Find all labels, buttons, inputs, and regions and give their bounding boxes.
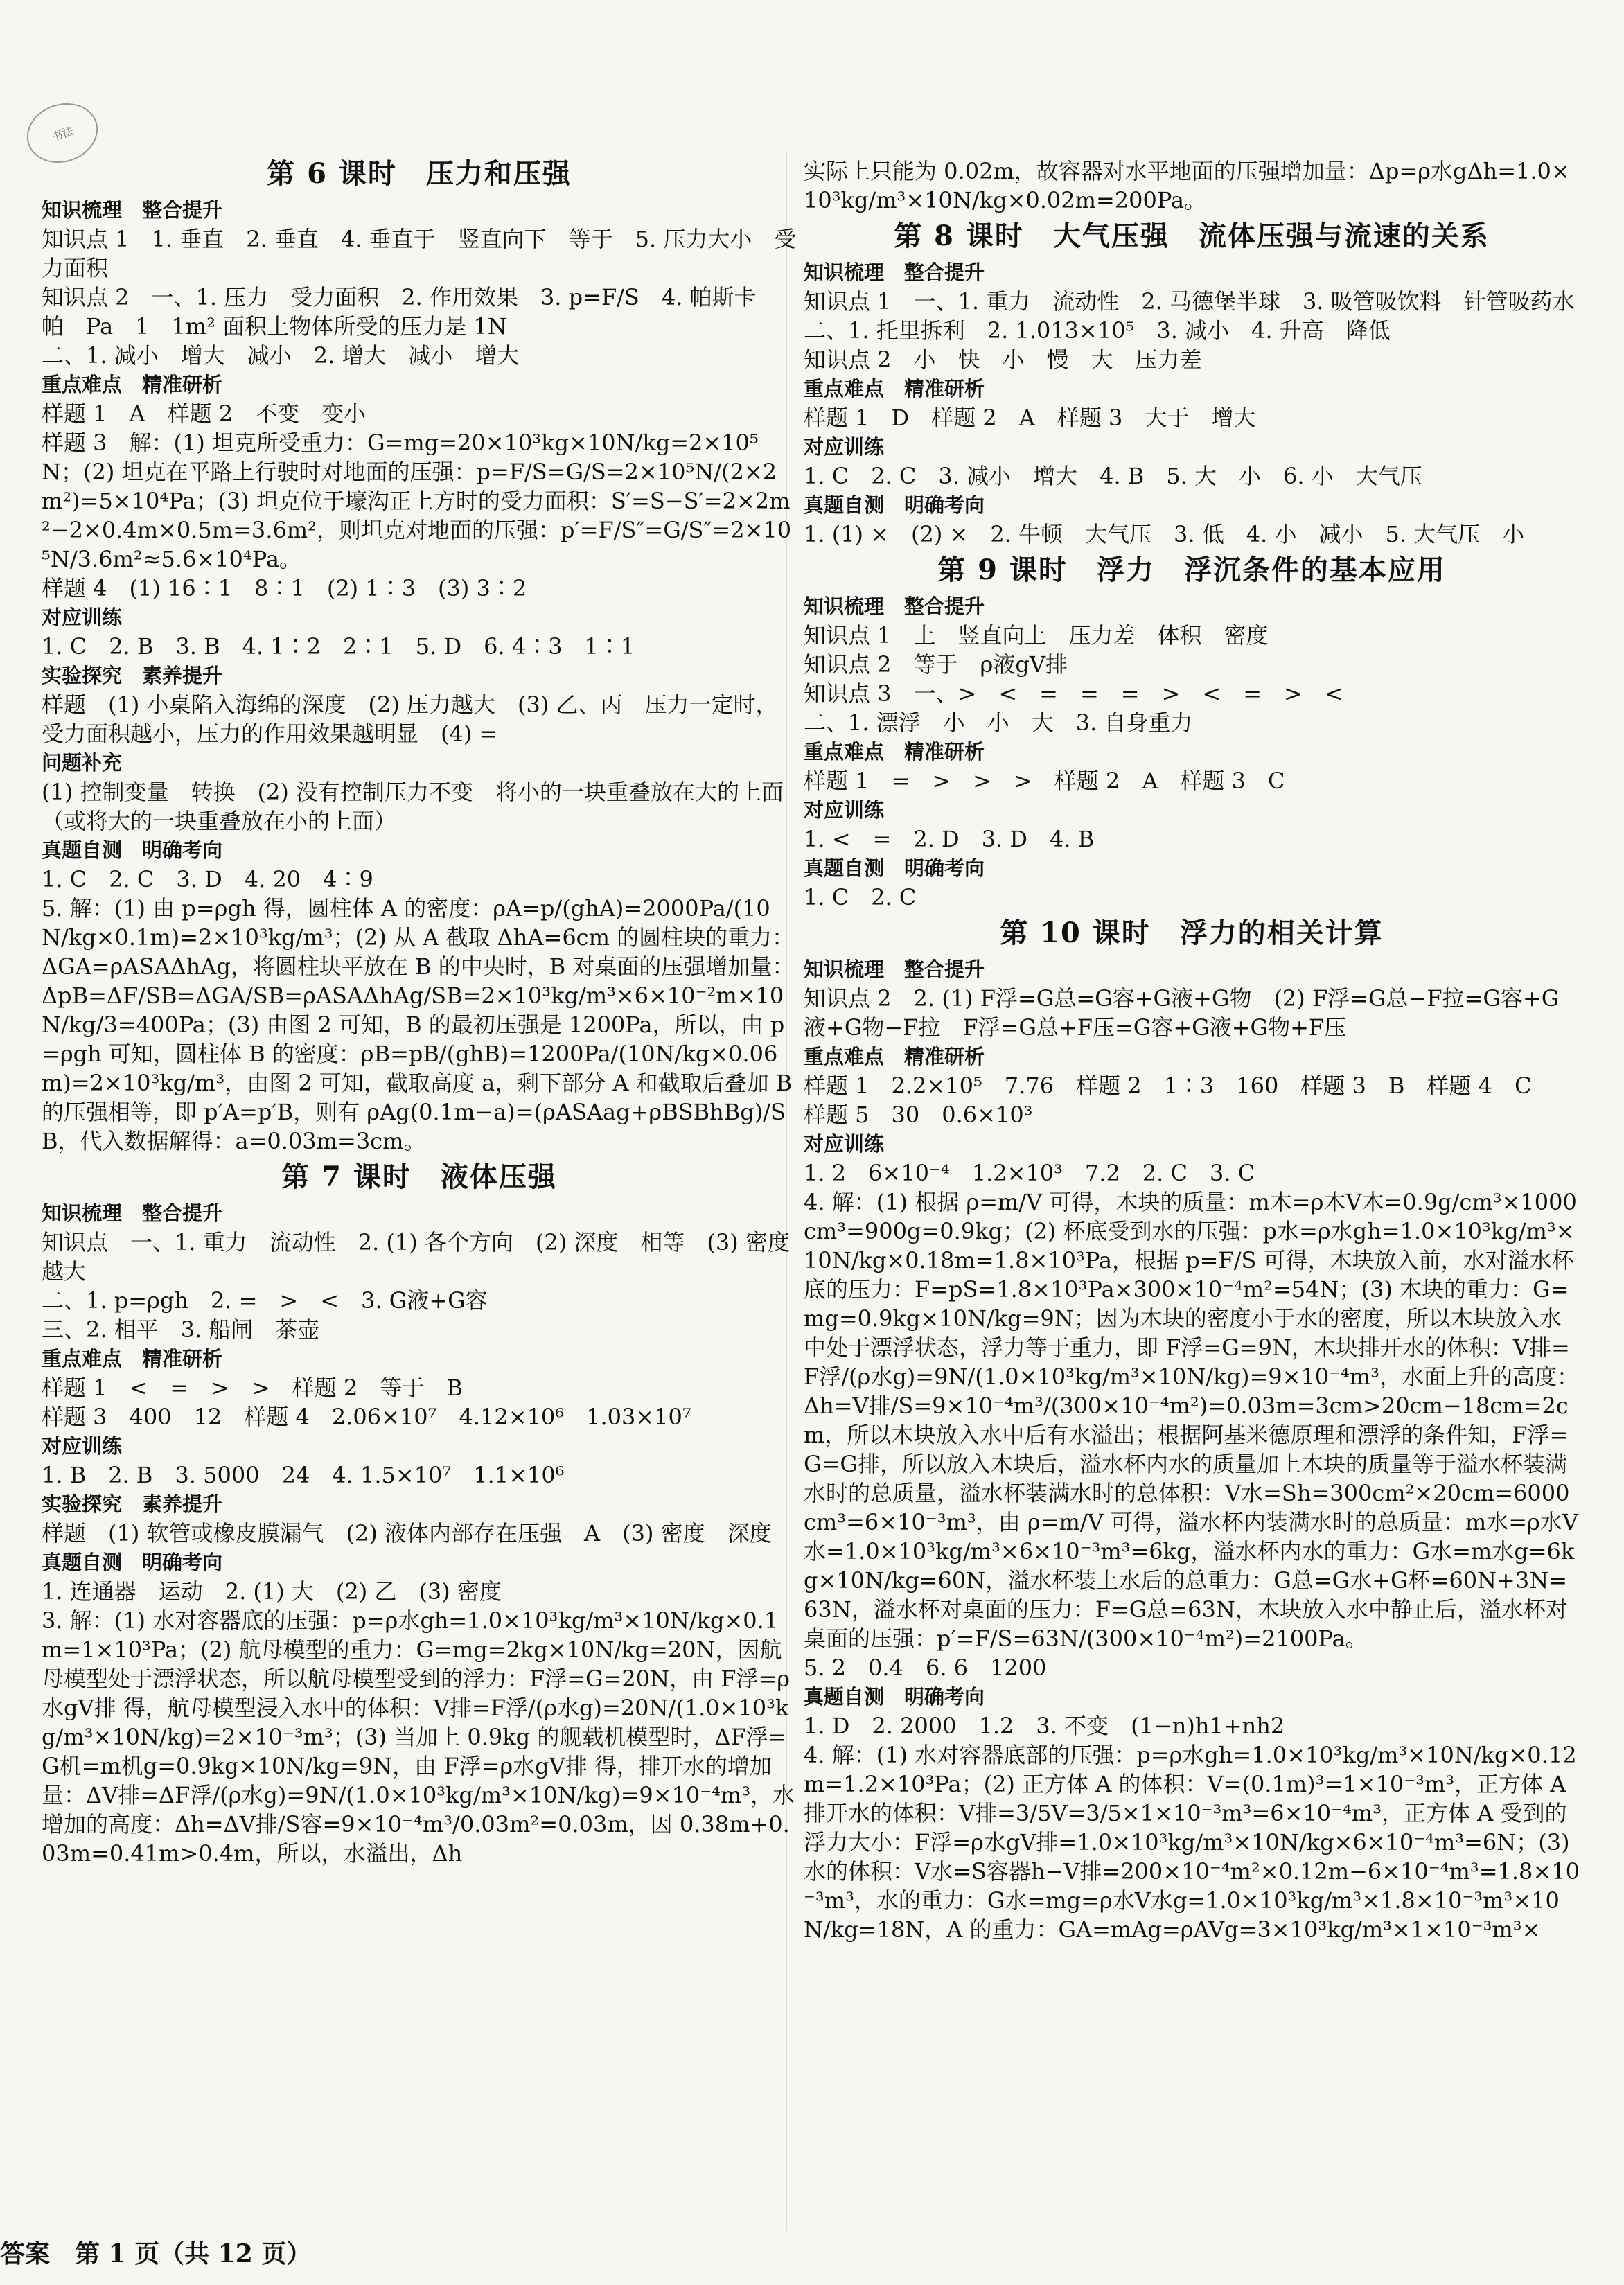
answer-line: 样题 1 2.2×10⁵ 7.76 样题 2 1∶3 160 样题 3 B 样题 4 C [804, 1073, 1532, 1099]
section-heading: 对应训练 [804, 1132, 885, 1156]
answer-line: (1) 控制变量 转换 (2) 没有控制压力不变 将小的一块重叠放在大的上面（或将大的一块重叠放在小的上面） [42, 779, 784, 834]
answer-line: 4. 解：(1) 水对容器底部的压强：p=ρ水gh=1.0×10³kg/m³×10N/kg×0.12m=1.2×10³Pa；(2) 正方体 A 的体积：V=(0.1m)³=1×10⁻³m³，正方体 A 排开水的体积：V排=3/5V=3/5×1×10⁻³m³=6×10⁻⁴m³，正方体 A 受到的浮力大小：F浮=ρ水gV排=1.0×10³kg/m³×10N/kg×6×10⁻⁴m³=6N；(3) 水的体积：V水=S容器h−V排=200×10⁻⁴m²×0.12m−6×10⁻⁴m³=1.8×10⁻³m³，水的重力：G水=mg=ρ水V水g=1.0×10³kg/m³×1.8×10⁻³m³×10N/kg=18N，A 的重力：GA=mAg=ρAVg=3×10³kg/m³×1×10⁻³m³× [804, 1742, 1580, 1943]
section-heading: 真题自测 明确考向 [804, 856, 985, 880]
lesson10-title: 第 10 课时 浮力的相关计算 [1000, 917, 1384, 949]
answer-line: 1. < = 2. D 3. D 4. B [804, 826, 1095, 852]
answer-line: 样题 4 (1) 16∶1 8∶1 (2) 1∶3 (3) 3∶2 [42, 575, 527, 601]
continued-text: 实际上只能为 0.02m，故容器对水平地面的压强增加量：Δp=ρ水gΔh=1.0×10³kg/m³×10N/kg×0.02m=200Pa。 [804, 158, 1570, 213]
lesson6-title: 第 6 课时 压力和压强 [267, 157, 572, 190]
answer-line: 1. 连通器 运动 2. (1) 大 (2) 乙 (3) 密度 [42, 1578, 502, 1605]
answer-line: 1. B 2. B 3. 5000 24 4. 1.5×10⁷ 1.1×10⁶ [42, 1462, 565, 1488]
section-heading: 对应训练 [42, 606, 123, 629]
answer-line: 样题 1 = > > > 样题 2 A 样题 3 C [804, 768, 1285, 794]
section-heading: 实验探究 素养提升 [42, 1492, 223, 1516]
answer-line: 知识点 1 上 竖直向上 压力差 体积 密度 [804, 622, 1269, 649]
section-heading: 实验探究 素养提升 [42, 664, 223, 687]
lesson10-body [804, 955, 1580, 1944]
section-heading: 重点难点 精准研析 [42, 373, 223, 396]
answer-line: 样题 (1) 小桌陷入海绵的深度 (2) 压力越大 (3) 乙、丙 压力一定时，受力面积越小，压力的作用效果越明显 (4) = [42, 691, 778, 747]
section-heading: 问题补充 [42, 751, 123, 775]
section-heading: 重点难点 精准研析 [804, 377, 985, 400]
section-heading: 知识梳理 整合提升 [804, 958, 985, 981]
answer-line: 样题 3 解：(1) 坦克所受重力：G=mg=20×10³kg×10N/kg=2×10⁵N；(2) 坦克在平路上行驶时对地面的压强：p=F/S=G/S=2×10⁵N/(2×2m²)=5×10⁴Pa；(3) 坦克位于壕沟正上方时的受力面积：S′=S−S′=2×2m²−2×0.4m×0.5m=3.6m²，则坦克对地面的压强：p′=F/S″=G/S″=2×10⁵N/3.6m²≈5.6×10⁴Pa。 [42, 430, 792, 572]
answer-line: 知识点 一、1. 重力 流动性 2. (1) 各个方向 (2) 深度 相等 (3) 密度 越大 [42, 1229, 812, 1285]
lesson6-body [42, 195, 797, 1156]
answer-line: 4. 解：(1) 根据 ρ=m/V 可得，木块的质量：m木=ρ木V木=0.9g/cm³×1000cm³=900g=0.9kg；(2) 杯底受到水的压强：p水=ρ水gh=1.0×10³kg/m³×10N/kg×0.18m=1.8×10³Pa，根据 p=F/S 可得，木块放入前，水对溢水杯底的压力：F=pS=1.8×10³Pa×300×10⁻⁴m²=54N；(3) 木块的重力：G=mg=0.9kg×10N/kg=9N；因为木块的密度小于水的密度，所以木块放入水中处于漂浮状态，浮力等于重力，即 F浮=G=9N，木块排开水的体积：V排=F浮/(ρ水g)=9N/(1.0×10³kg/m³×10N/kg)=9×10⁻⁴m³，水面上升的高度：Δh=V排/S=9×10⁻⁴m³/(300×10⁻⁴m²)=0.03m=3cm>20cm−18cm=2cm，所以木块放入水中后有水溢出；根据阿基米德原理和漂浮的条件知，F浮=G=G排，所以放入木块后，溢水杯内水的质量加上木块的质量等于溢水杯装满水时的总质量，溢水杯装满水时的总体积：V水=Sh=300cm²×20cm=6000cm³=6×10⁻³m³，由 ρ=m/V 可得，溢水杯内装满水时的总质量：m水=ρ水V水=1.0×10³kg/m³×6×10⁻³m³=6kg，溢水杯内水的重力：G水=m水g=6kg×10N/kg=60N，溢水杯装上水后的总重力：G总=G水+G杯=60N+3N=63N，溢水杯对桌面的压力：F=G总=63N，木块放入水中静止后，溢水杯对桌面的压强：p′=F/S=63N/(300×10⁻⁴m²)=2100Pa。 [804, 1189, 1580, 1652]
answer-line: 样题 1 A 样题 2 不变 变小 [42, 400, 367, 427]
answer-line: 知识点 2 小 快 小 慢 大 压力差 [804, 346, 1202, 373]
answer-line: 1. D 2. 2000 1.2 3. 不变 (1−n)h1+nh2 [804, 1713, 1285, 1739]
answer-line: 知识点 3 一、> < = = = > < = > < [804, 680, 1343, 707]
answer-line: 样题 (1) 软管或橡皮膜漏气 (2) 液体内部存在压强 A (3) 密度 深度 [42, 1520, 772, 1546]
answer-line: 1. 2 6×10⁻⁴ 1.2×10³ 7.2 2. C 3. C [804, 1160, 1255, 1186]
lesson8-title: 第 8 课时 大气压强 流体压强与流速的关系 [894, 220, 1490, 252]
section-heading: 知识梳理 整合提升 [804, 261, 985, 284]
section-heading: 重点难点 精准研析 [804, 740, 985, 764]
answer-line: 二、1. 漂浮 小 小 大 3. 自身重力 [804, 709, 1193, 736]
lesson9-title: 第 9 课时 浮力 浮沉条件的基本应用 [937, 554, 1446, 586]
lesson7-title: 第 7 课时 液体压强 [281, 1161, 557, 1193]
answer-line: 1. C 2. C 3. 减小 增大 4. B 5. 大 小 6. 小 大气压 [804, 463, 1422, 489]
answer-line: 5. 解：(1) 由 p=ρgh 得，圆柱体 A 的密度：ρA=p/(ghA)=2000Pa/(10N/kg×0.1m)=2×10³kg/m³；(2) 从 A 截取 ΔhA=6cm 的圆柱块的重力：ΔGA=ρASAΔhAg，将圆柱块平放在 B 的中央时，B 对桌面的压强增加量：ΔpB=ΔF/SB=ΔGA/SB=ρASAΔhAg/SB=2×10³kg/m³×6×10⁻²m×10N/kg/3=400Pa；(3) 由图 2 可知，B 的最初压强是 1200Pa，所以，由 p=ρgh 可知，圆柱体 B 的密度：ρB=pB/(ghB)=1200Pa/(10N/kg×0.06m)=2×10³kg/m³，由图 2 可知，截取高度 a，剩下部分 A 和截取后叠加 B 的压强相等，即 p′A=p′B，则有 ρAg(0.1m−a)=(ρASAag+ρBSBhBg)/SB，代入数据解得：a=0.03m=3cm。 [42, 895, 795, 1154]
logo-text: 书法 [50, 123, 76, 143]
answer-line: 知识点 2 2. (1) F浮=G总=G容+G液+G物 (2) F浮=G总−F拉=G容+G液+G物−F拉 F浮=G总+F压=G容+G液+G物+F压 [804, 985, 1560, 1041]
answer-line: 5. 2 0.4 6. 6 1200 [804, 1655, 1047, 1681]
answer-line: 知识点 2 等于 ρ液gV排 [804, 651, 1068, 678]
section-heading: 真题自测 明确考向 [42, 838, 223, 862]
lesson7-body [42, 1199, 812, 1868]
lesson9-body [804, 592, 1580, 912]
answer-line: 二、1. 减小 增大 减小 2. 增大 减小 增大 [42, 342, 520, 369]
answer-line: 3. 解：(1) 水对容器底的压强：p=ρ水gh=1.0×10³kg/m³×10N/kg×0.1m=1×10³Pa；(2) 航母模型的重力：G=mg=2kg×10N/kg=20N，因航母模型处于漂浮状态，所以航母模型受到的浮力：F浮=G=20N，由 F浮=ρ水gV排 得，航母模型浸入水中的体积：V排=F浮/(ρ水g)=20N/(1.0×10³kg/m³×10N/kg)=2×10⁻³m³；(3) 当加上 0.9kg 的舰载机模型时，ΔF浮=G机=m机g=0.9kg×10N/kg=9N，由 F浮=ρ水gV排 得，排开水的增加量：ΔV排=ΔF浮/(ρ水g)=9N/(1.0×10³kg/m³×10N/kg)=9×10⁻⁴m³，水增加的高度：Δh=ΔV排/S容=9×10⁻⁴m³/0.03m²=0.03m，因 0.38m+0.03m=0.41m>0.4m，所以，水溢出，Δh [42, 1607, 795, 1867]
answer-line: 知识点 1 一、1. 重力 流动性 2. 马德堡半球 3. 吸管吸饮料 针管吸药水 二、1. 托里拆利 2. 1.013×10⁵ 3. 减小 4. 升高 降低 [804, 288, 1597, 344]
section-heading: 真题自测 明确考向 [804, 1685, 985, 1709]
answer-line: 1. C 2. B 3. B 4. 1∶2 2∶1 5. D 6. 4∶3 1∶1 [42, 633, 635, 660]
right-column [804, 157, 1597, 1944]
answer-line: 1. (1) × (2) × 2. 牛顿 大气压 3. 低 4. 小 减小 5. 大气压 小 [804, 521, 1525, 547]
answer-line: 知识点 1 1. 垂直 2. 垂直 4. 垂直于 竖直向下 等于 5. 压力大小 受力面积 [42, 226, 797, 281]
answer-line: 1. C 2. C 3. D 4. 20 4∶9 [42, 866, 373, 892]
section-heading: 对应训练 [42, 1434, 123, 1458]
answer-line: 样题 1 < = > > 样题 2 等于 B [42, 1375, 463, 1401]
answer-line: 二、1. p=ρgh 2. = > < 3. G液+G容 [42, 1287, 488, 1314]
answer-line: 1. C 2. C [804, 884, 917, 910]
section-heading: 重点难点 精准研析 [42, 1347, 223, 1370]
left-column [42, 152, 812, 1868]
answer-line: 样题 3 400 12 样题 4 2.06×10⁷ 4.12×10⁶ 1.03×10⁷ [42, 1404, 691, 1430]
answer-line: 样题 5 30 0.6×10³ [804, 1102, 1033, 1128]
section-heading: 对应训练 [804, 435, 885, 459]
section-heading: 真题自测 明确考向 [804, 493, 985, 517]
answer-line: 三、2. 相平 3. 船闸 茶壶 [42, 1316, 320, 1343]
answer-line: 知识点 2 一、1. 压力 受力面积 2. 作用效果 3. p=F/S 4. 帕斯卡 帕 Pa 1 1m² 面积上物体所受的压力是 1N [42, 284, 779, 339]
section-heading: 知识梳理 整合提升 [804, 594, 985, 618]
section-heading: 知识梳理 整合提升 [42, 198, 223, 222]
answer-line: 样题 1 D 样题 2 A 样题 3 大于 增大 [804, 405, 1256, 431]
lesson8-body [804, 258, 1597, 549]
section-heading: 对应训练 [804, 798, 885, 822]
page-footer: 答案 第 1 页（共 12 页） [0, 2239, 312, 2268]
section-heading: 重点难点 精准研析 [804, 1045, 985, 1068]
section-heading: 知识梳理 整合提升 [42, 1201, 223, 1225]
section-heading: 真题自测 明确考向 [42, 1551, 223, 1574]
